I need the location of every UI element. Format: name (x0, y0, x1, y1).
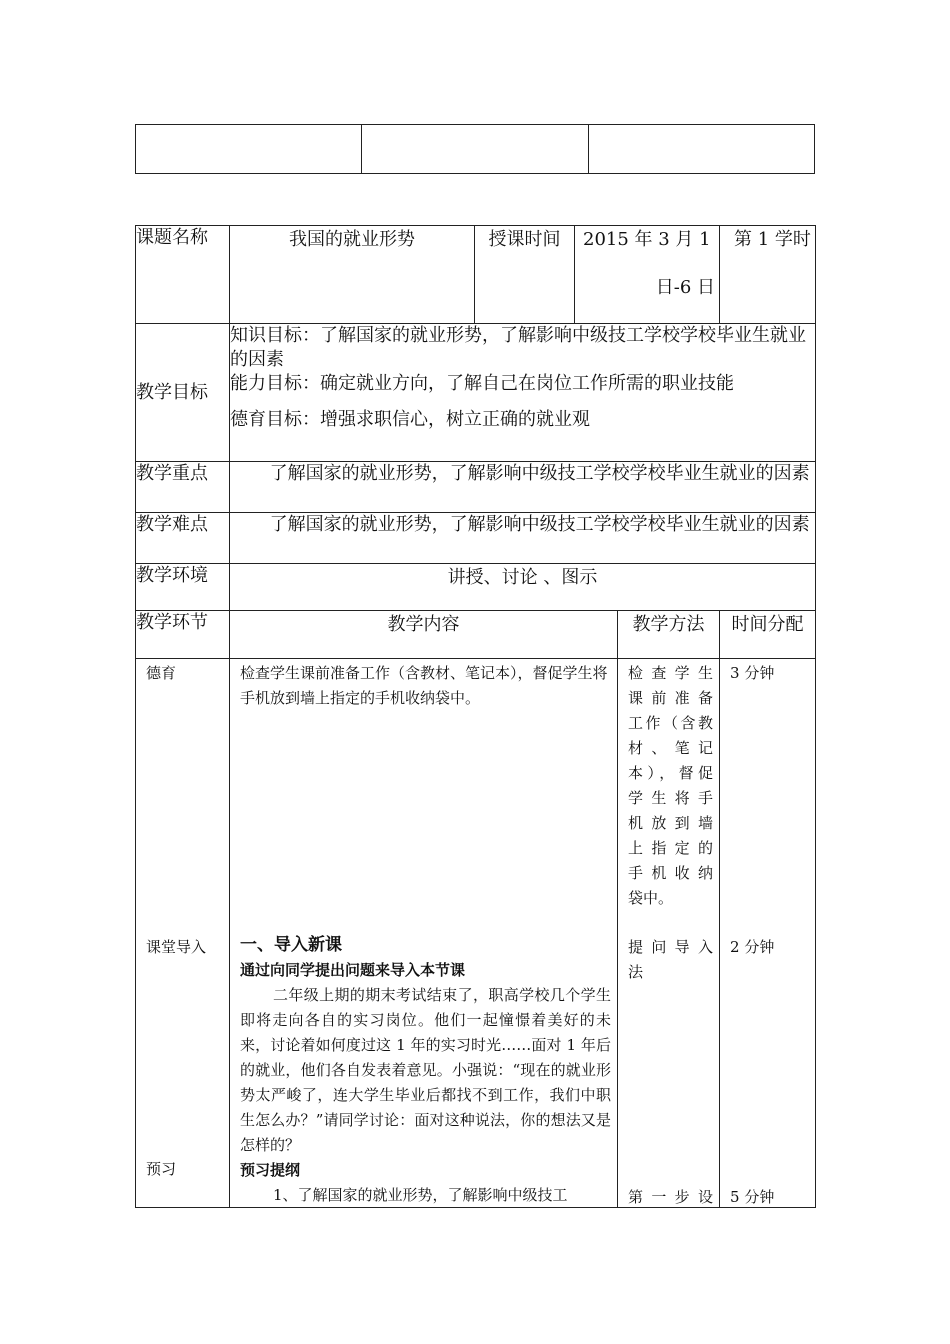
method-line: 手机收纳 (628, 864, 714, 882)
objectives-label: 教学目标 (136, 324, 230, 462)
blank-cell-3 (588, 125, 814, 174)
objectives-row (136, 324, 816, 462)
lesson-plan-table (135, 225, 816, 1208)
blank-cell-1 (136, 125, 362, 174)
teaching-row (136, 659, 816, 1208)
header-content: 教学内容 (230, 611, 618, 659)
stage-preview: 预习 (146, 1160, 177, 1178)
environment-row (136, 564, 816, 611)
header-time: 时间分配 (720, 611, 816, 659)
difficulty-row (136, 513, 816, 564)
method-line: 法 (628, 963, 644, 981)
moral-method (618, 659, 719, 911)
lesson-title-row (136, 226, 816, 324)
column-header-row (136, 611, 816, 659)
difficulty-label: 教学难点 (136, 513, 230, 564)
blank-cell-2 (362, 125, 588, 174)
method-line: 学生将手 (628, 789, 714, 807)
header-stage: 教学环节 (136, 611, 230, 659)
intro-heading: 一、导入新课 (240, 935, 342, 955)
lesson-date-line2: 日-6 日 (655, 277, 716, 298)
lesson-title-value: 我国的就业形势 (230, 226, 475, 324)
objectives-value (230, 324, 816, 462)
time-column (720, 659, 816, 1208)
stage-moral: 德育 (146, 664, 177, 682)
objective-moral: 德育目标：增强求职信心，树立正确的就业观 (230, 409, 590, 430)
intro-method (618, 933, 719, 985)
key-point-label: 教学重点 (136, 462, 230, 513)
moral-time: 3 分钟 (730, 664, 775, 682)
stage-column (136, 659, 230, 1208)
method-line: 上指定的 (628, 839, 714, 857)
method-line: 提问导入 (628, 938, 714, 956)
objective-ability: 能力目标：确定就业方向，了解自己在岗位工作所需的职业技能 (230, 373, 734, 394)
method-line: 工作（含教 (628, 714, 714, 732)
preview-line: 1、了解国家的就业形势，了解影响中级技工 (273, 1186, 568, 1204)
lesson-date-line1: 2015 年 3 月 1 (583, 229, 711, 250)
environment-label: 教学环境 (136, 564, 230, 611)
environment-value: 讲授、讨论 、图示 (230, 564, 816, 611)
method-line: 机放到墙 (628, 814, 714, 832)
difficulty-value: 了解国家的就业形势，了解影响中级技工学校学校毕业生就业的因素 (230, 513, 816, 564)
method-line: 本），督促 (628, 764, 714, 782)
header-blank-table (135, 124, 815, 174)
intro-subheading: 通过向同学提出问题来导入本节课 (240, 961, 466, 979)
moral-content: 检查学生课前准备工作（含教材、笔记本），督促学生将手机放到墙上指定的手机收纳袋中。 (240, 664, 608, 707)
lesson-period: 第 1 学时 (720, 226, 816, 324)
intro-time: 2 分钟 (730, 938, 775, 956)
preview-method (618, 1183, 719, 1210)
stage-intro: 课堂导入 (146, 938, 207, 956)
preview-heading: 预习提纲 (240, 1161, 301, 1179)
key-point-row (136, 462, 816, 513)
key-point-value: 了解国家的就业形势，了解影响中级技工学校学校毕业生就业的因素 (230, 462, 816, 513)
preview-method-line: 第一步设 (628, 1188, 714, 1206)
method-line: 检查学生 (628, 664, 714, 682)
method-column (618, 659, 720, 1208)
method-line: 材、笔记 (628, 739, 714, 757)
lesson-title-label: 课题名称 (136, 226, 230, 324)
preview-time: 5 分钟 (730, 1188, 775, 1206)
intro-paragraph: 二年级上期的期末考试结束了，职高学校几个学生即将走向各自的实习岗位。他们一起憧憬着美好的未来，讨论着如何度过这 1 年的实习时光……面对 1 年后的就业，他们各自发表着意见。小强说：“现在的就业形势太严峻了，连大学生毕业后都找不到工作，我们中职生怎么办？”请同学讨论：面对这种说法，你的想法又是怎样的？ (240, 986, 611, 1154)
objective-knowledge: 知识目标：了解国家的就业形势，了解影响中级技工学校学校毕业生就业的因素 (230, 325, 806, 370)
lesson-date (575, 226, 720, 324)
lesson-time-label: 授课时间 (475, 226, 575, 324)
content-column (230, 659, 618, 1208)
method-line: 袋中。 (628, 889, 674, 907)
method-line: 课前准备 (628, 689, 714, 707)
header-method: 教学方法 (618, 611, 720, 659)
intro-content (240, 933, 611, 1208)
